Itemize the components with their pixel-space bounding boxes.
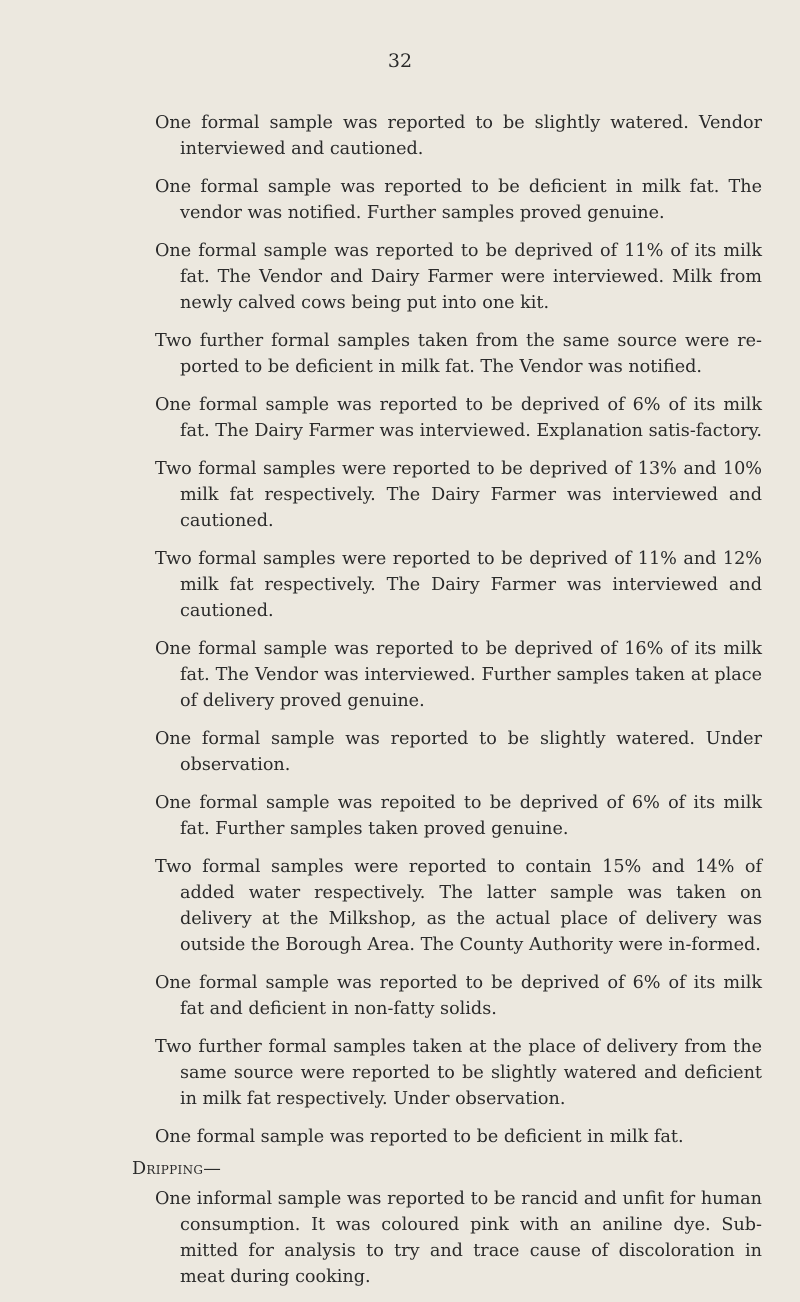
report-body bbox=[0, 110, 800, 1302]
milk-entry-11: Two formal samples were reported to contain 15% and 14% of added water respectively. The latter sample was taken on delivery at the Milkshop, as the actual place of delivery was outside the Borough Area. The County Authority were in-formed. bbox=[155, 857, 762, 955]
milk-entry-10: One formal sample was repoited to be deprived of 6% of its milk fat. Further samples taken proved genuine. bbox=[155, 793, 762, 839]
milk-entry-12: One formal sample was reported to be deprived of 6% of its milk fat and deficient in non-fatty solids. bbox=[155, 973, 762, 1019]
milk-entry-2: One formal sample was reported to be deficient in milk fat. The vendor was notified. Further samples proved genuine. bbox=[155, 177, 762, 223]
milk-entry-6: Two formal samples were reported to be deprived of 13% and 10% milk fat respectively. The Dairy Farmer was interviewed and cautioned. bbox=[155, 459, 762, 531]
milk-entry-1: One formal sample was reported to be slightly watered. Vendor interviewed and cautioned. bbox=[155, 113, 762, 159]
milk-entry-3: One formal sample was reported to be deprived of 11% of its milk fat. The Vendor and Dairy Farmer were interviewed. Milk from newly calved cows being put into one kit. bbox=[155, 241, 762, 313]
milk-entry-9: One formal sample was reported to be slightly watered. Under observation. bbox=[155, 729, 762, 775]
milk-entry-4: Two further formal samples taken from the same source were re-ported to be deficient in milk fat. The Vendor was notified. bbox=[155, 331, 762, 377]
milk-entry-8: One formal sample was reported to be deprived of 16% of its milk fat. The Vendor was interviewed. Further samples taken at place of delivery proved genuine. bbox=[155, 639, 762, 711]
dripping-entry: One informal sample was reported to be rancid and unfit for human consumption. It was coloured pink with an aniline dye. Sub-mitted for analysis to try and trace cause of discoloration in meat during cooking. bbox=[155, 1189, 762, 1287]
milk-entry-14: One formal sample was reported to be deficient in milk fat. bbox=[155, 1127, 684, 1147]
milk-entry-7: Two formal samples were reported to be deprived of 11% and 12% milk fat respectively. The Dairy Farmer was interviewed and cautioned. bbox=[155, 549, 762, 621]
page-number: 32 bbox=[387, 50, 413, 72]
milk-entry-13: Two further formal samples taken at the place of delivery from the same source were reported to be slightly watered and deficient in milk fat respectively. Under observation. bbox=[155, 1037, 762, 1109]
milk-entry-5: One formal sample was reported to be deprived of 6% of its milk fat. The Dairy Farmer was interviewed. Explanation satis-factory. bbox=[155, 395, 762, 441]
section-heading-dripping: Dripping— bbox=[132, 1159, 222, 1179]
